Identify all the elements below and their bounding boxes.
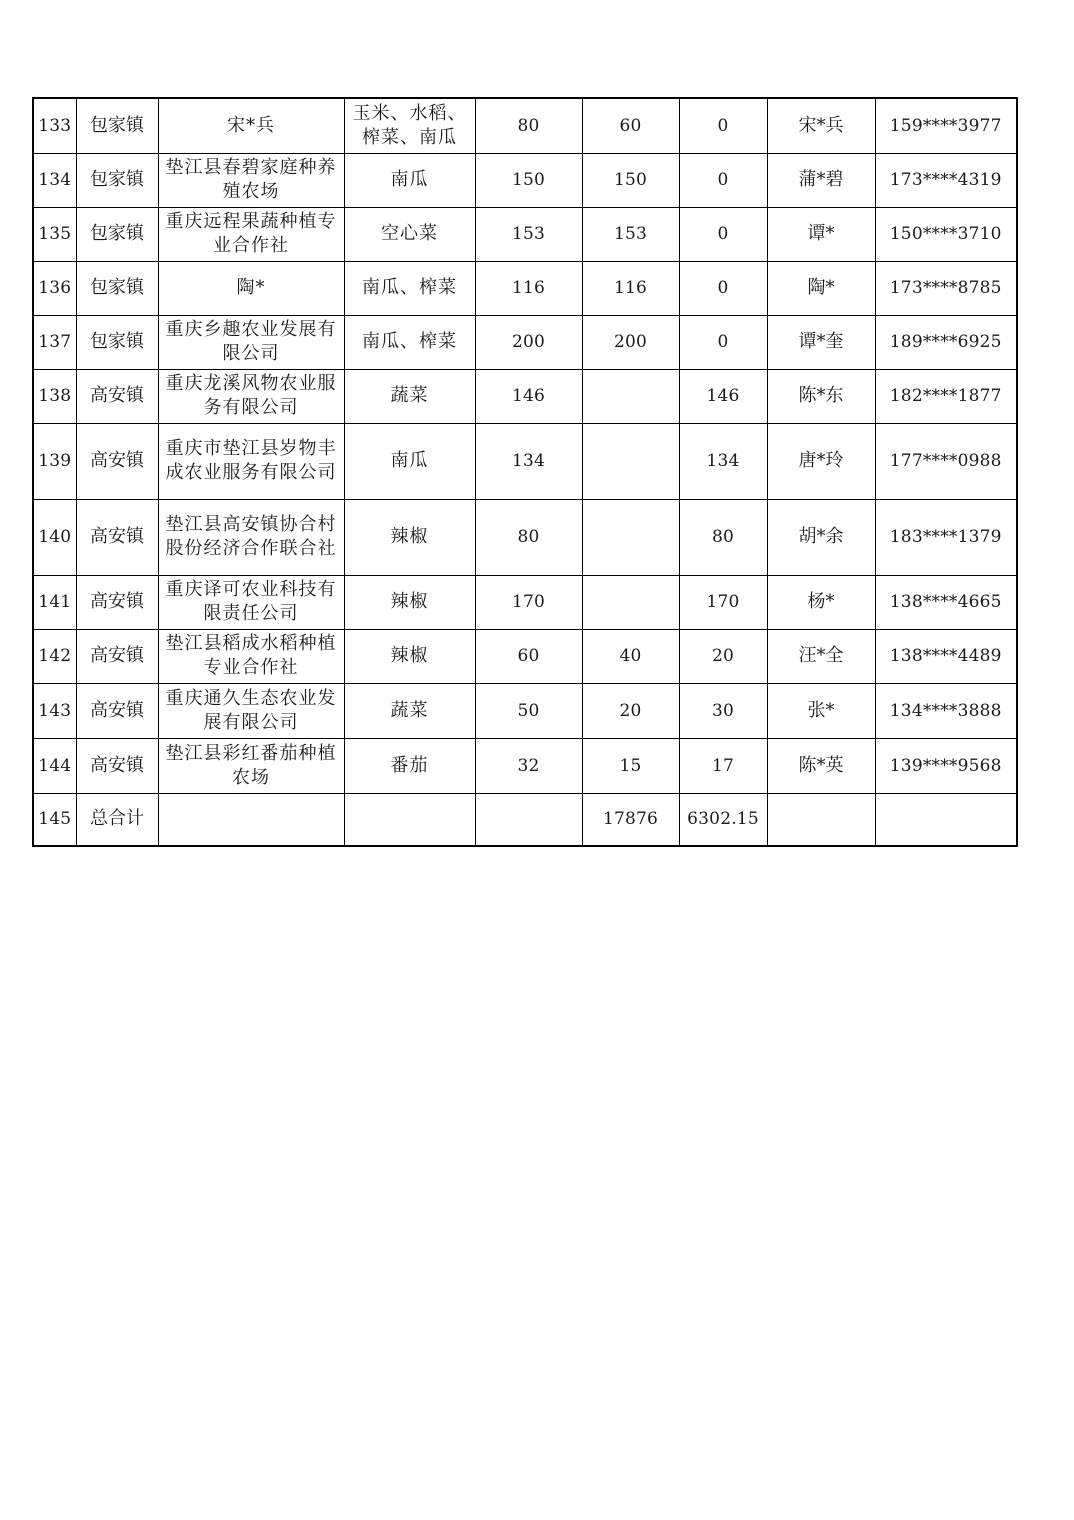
cell-town: 总合计: [76, 793, 158, 846]
cell-town: 高安镇: [76, 369, 158, 423]
cell-area: 170: [475, 575, 582, 629]
table-row: [33, 98, 1017, 153]
table-row: [33, 683, 1017, 738]
cell-value-b: 146: [679, 369, 767, 423]
cell-town: 包家镇: [76, 315, 158, 369]
cell-value-a: [582, 575, 679, 629]
cell-index: 142: [33, 629, 76, 683]
cell-entity: 陶*: [158, 261, 344, 315]
cell-area: 200: [475, 315, 582, 369]
cell-area: 50: [475, 683, 582, 738]
cell-crop: 辣椒: [344, 629, 475, 683]
cell-value-a: 153: [582, 207, 679, 261]
table-row: [33, 738, 1017, 793]
cell-phone: 177****0988: [875, 423, 1017, 499]
cell-index: 143: [33, 683, 76, 738]
cell-value-a: [582, 499, 679, 575]
cell-contact: 谭*奎: [767, 315, 875, 369]
cell-phone: 183****1379: [875, 499, 1017, 575]
cell-town: 高安镇: [76, 738, 158, 793]
cell-crop: 玉米、水稻、榨菜、南瓜: [344, 98, 475, 153]
cell-value-b: 80: [679, 499, 767, 575]
cell-phone: 134****3888: [875, 683, 1017, 738]
cell-entity: [158, 793, 344, 846]
cell-value-a: 150: [582, 153, 679, 207]
cell-value-b: 0: [679, 98, 767, 153]
cell-area: 150: [475, 153, 582, 207]
cell-entity: 重庆乡趣农业发展有限公司: [158, 315, 344, 369]
cell-value-b: 6302.15: [679, 793, 767, 846]
cell-value-b: 30: [679, 683, 767, 738]
cell-index: 141: [33, 575, 76, 629]
data-table: [32, 97, 1018, 847]
cell-phone: [875, 793, 1017, 846]
cell-entity: 重庆龙溪风物农业服务有限公司: [158, 369, 344, 423]
cell-crop: [344, 793, 475, 846]
cell-crop: 南瓜、榨菜: [344, 261, 475, 315]
cell-contact: 宋*兵: [767, 98, 875, 153]
table-row: [33, 369, 1017, 423]
cell-area: 60: [475, 629, 582, 683]
cell-crop: 南瓜: [344, 153, 475, 207]
cell-crop: 番茄: [344, 738, 475, 793]
cell-town: 高安镇: [76, 499, 158, 575]
cell-phone: 138****4489: [875, 629, 1017, 683]
cell-area: [475, 793, 582, 846]
cell-value-a: 15: [582, 738, 679, 793]
cell-town: 高安镇: [76, 575, 158, 629]
cell-town: 高安镇: [76, 683, 158, 738]
cell-phone: 138****4665: [875, 575, 1017, 629]
cell-contact: 陈*东: [767, 369, 875, 423]
cell-area: 80: [475, 98, 582, 153]
cell-contact: 杨*: [767, 575, 875, 629]
cell-value-b: 0: [679, 261, 767, 315]
cell-contact: 蒲*碧: [767, 153, 875, 207]
cell-value-b: 0: [679, 315, 767, 369]
cell-entity: 垫江县高安镇协合村股份经济合作联合社: [158, 499, 344, 575]
cell-area: 116: [475, 261, 582, 315]
cell-area: 32: [475, 738, 582, 793]
cell-town: 包家镇: [76, 261, 158, 315]
cell-entity: 垫江县彩红番茄种植农场: [158, 738, 344, 793]
cell-town: 包家镇: [76, 153, 158, 207]
cell-contact: 陈*英: [767, 738, 875, 793]
cell-phone: 173****8785: [875, 261, 1017, 315]
table-row: [33, 793, 1017, 846]
cell-value-a: 200: [582, 315, 679, 369]
cell-entity: 重庆远程果蔬种植专业合作社: [158, 207, 344, 261]
cell-town: 包家镇: [76, 207, 158, 261]
cell-index: 137: [33, 315, 76, 369]
cell-contact: 汪*全: [767, 629, 875, 683]
cell-value-b: 134: [679, 423, 767, 499]
cell-phone: 150****3710: [875, 207, 1017, 261]
cell-entity: 重庆市垫江县岁物丰成农业服务有限公司: [158, 423, 344, 499]
cell-crop: 蔬菜: [344, 683, 475, 738]
cell-value-b: 0: [679, 153, 767, 207]
cell-phone: 139****9568: [875, 738, 1017, 793]
cell-index: 138: [33, 369, 76, 423]
cell-entity: 垫江县春碧家庭种养殖农场: [158, 153, 344, 207]
cell-value-a: [582, 369, 679, 423]
cell-value-b: 20: [679, 629, 767, 683]
cell-crop: 南瓜: [344, 423, 475, 499]
cell-value-b: 170: [679, 575, 767, 629]
table-row: [33, 575, 1017, 629]
cell-entity: 垫江县稻成水稻种植专业合作社: [158, 629, 344, 683]
table-row: [33, 315, 1017, 369]
cell-town: 包家镇: [76, 98, 158, 153]
table-body: [33, 98, 1017, 846]
cell-phone: 182****1877: [875, 369, 1017, 423]
cell-index: 139: [33, 423, 76, 499]
cell-entity: 重庆通久生态农业发展有限公司: [158, 683, 344, 738]
table-row: [33, 207, 1017, 261]
cell-index: 133: [33, 98, 76, 153]
cell-value-a: [582, 423, 679, 499]
cell-value-a: 60: [582, 98, 679, 153]
cell-index: 144: [33, 738, 76, 793]
cell-value-a: 116: [582, 261, 679, 315]
cell-town: 高安镇: [76, 423, 158, 499]
cell-entity: 宋*兵: [158, 98, 344, 153]
cell-value-a: 20: [582, 683, 679, 738]
cell-index: 140: [33, 499, 76, 575]
cell-value-a: 40: [582, 629, 679, 683]
cell-crop: 南瓜、榨菜: [344, 315, 475, 369]
cell-value-b: 17: [679, 738, 767, 793]
table-row: [33, 153, 1017, 207]
cell-contact: 谭*: [767, 207, 875, 261]
table-row: [33, 261, 1017, 315]
cell-contact: 唐*玲: [767, 423, 875, 499]
cell-contact: 陶*: [767, 261, 875, 315]
cell-crop: 辣椒: [344, 499, 475, 575]
cell-contact: [767, 793, 875, 846]
cell-area: 153: [475, 207, 582, 261]
cell-index: 136: [33, 261, 76, 315]
cell-phone: 189****6925: [875, 315, 1017, 369]
cell-crop: 空心菜: [344, 207, 475, 261]
cell-town: 高安镇: [76, 629, 158, 683]
cell-area: 146: [475, 369, 582, 423]
cell-phone: 159****3977: [875, 98, 1017, 153]
cell-entity: 重庆译可农业科技有限责任公司: [158, 575, 344, 629]
table-row: [33, 423, 1017, 499]
cell-crop: 辣椒: [344, 575, 475, 629]
cell-index: 135: [33, 207, 76, 261]
cell-index: 145: [33, 793, 76, 846]
cell-contact: 张*: [767, 683, 875, 738]
cell-value-b: 0: [679, 207, 767, 261]
cell-area: 80: [475, 499, 582, 575]
table-row: [33, 499, 1017, 575]
cell-contact: 胡*余: [767, 499, 875, 575]
cell-value-a: 17876: [582, 793, 679, 846]
table-row: [33, 629, 1017, 683]
cell-crop: 蔬菜: [344, 369, 475, 423]
cell-index: 134: [33, 153, 76, 207]
cell-area: 134: [475, 423, 582, 499]
cell-phone: 173****4319: [875, 153, 1017, 207]
